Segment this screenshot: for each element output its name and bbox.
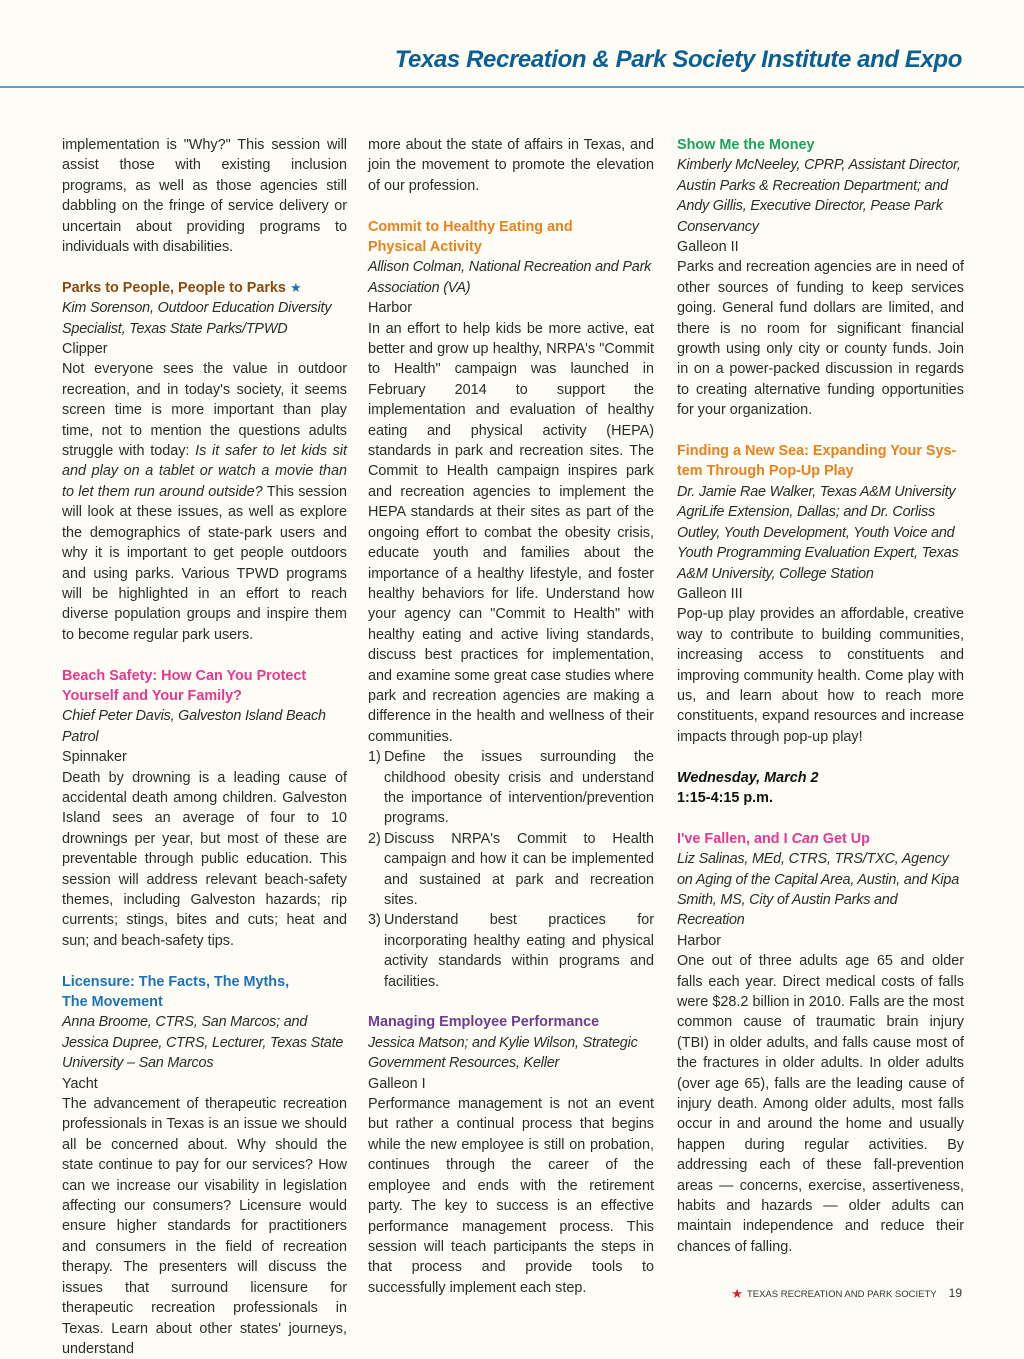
session-title: Beach Safety: How Can You Protect Yourself and Your Family? [62,667,307,704]
page-number: 19 [948,1286,962,1300]
session-room: Clipper [62,341,108,358]
session-presenter: Kimberly McNeeley, CPRP, Assistant Director, Austin Parks & Recreation Department; and Andy Gillis, Executive Director, Pease Park Conservancy [677,157,961,235]
session-room: Galleon III [677,585,743,602]
continued-text: implementation is "Why?" This session will assist those with existing inclusion programs, as well as those agencies still dabbling on the fringe of service delivery or uncertain about providing programs to individuals with disabilities. [62,137,347,256]
list-item: 2) Discuss NRPA's Commit to Health campaign and how it can be implemented and sustained at park and recreation sites. [368,830,654,909]
star-icon: ★ [289,279,302,295]
session-presenter: Kim Sorenson, Outdoor Education Diversity Specialist, Texas State Parks/TPWD [62,300,332,337]
session-body: Pop-up play provides an affordable, creative way to contribute to building communities, increasing access to constituents and improving community health. Come play with us, and learn about how to reach more constituents, expand resources and increase impacts through pop-up play! [677,606,964,745]
schedule-time: 1:15-4:15 p.m. [677,789,773,806]
session-title: Licensure: The Facts, The Myths, The Movement [62,973,290,1011]
list-item: 3) Understand best practices for incorporating healthy eating and physical activity standards within programs and facilities. [368,912,654,990]
star-icon: ★ [731,1286,743,1301]
session-presenter: Anna Broome, CTRS, San Marcos; and Jessica Dupree, CTRS, Lecturer, Texas State University – San Marcos [62,1014,344,1072]
session-title: Commit to Healthy Eating and Physical Activity [368,218,573,256]
session-title: Managing Employee Performance [368,1014,600,1031]
session-presenter: Chief Peter Davis, Galveston Island Beach Patrol [62,708,326,745]
page-header [0,0,1024,88]
session-title: I've Fallen, and I Can Get Up [677,830,870,847]
session-body: Parks and recreation agencies are in need of other sources of funding to keep services going. General fund dollars are limited, and there is no room for significant financial growth using only city or county funds. Join in on a power-packed discussion in regards to creating alternative funding opportunities for your organization. [677,259,964,419]
session-title: Finding a New Sea: Expanding Your Sys- tem Through Pop-Up Play [677,443,957,480]
session-presenter: Dr. Jamie Rae Walker, Texas A&M University AgriLife Extension, Dallas; and Dr. Corliss Outley, Youth Development, Youth Voice and Youth Programming Evaluation Expert, Texas A&M University, College Station [677,483,959,582]
column-2 [368,135,654,1298]
column-3 [677,135,964,1257]
page-footer [731,1286,962,1302]
session-room: Yacht [62,1075,98,1092]
session-title: Show Me the Money [677,137,815,153]
session-body: In an effort to help kids be more active, eat better and grow up healthy, NRPA's "Commit to Health" campaign was launched in February 2014 to support the implementation and evaluation of healthy eating and physical activity (HEPA) standards in park and recreation sites. The Commit to Health campaign inspires park and recreation agencies to implement the HEPA standards at their sites as part of the ongoing effort to combat the obesity crisis, educate youth and families about the importance of a healthy lifestyle, and foster healthy behaviors for life. Understand how your agency can "Commit to Health" with healthy eating and active living standards, discuss best practices for implementation, and examine some great case studies where park and recreation agencies are making a difference in the health and wellness of their communities. [368,320,654,745]
list-item: 1) Define the issues surrounding the childhood obesity crisis and understand the importance of intervention/prevention programs. [368,749,654,827]
session-body: Death by drowning is a leading cause of accidental death among children. Galveston Island sees an average of four to 10 drownings per year, but most of these are preventable through public education. This session will address relevant beach-safety themes, including Galveston hazards; rip currents; stings, bites and cuts; heat and sun; and beach-safety tips. [62,769,347,949]
schedule-day: Wednesday, March 2 [677,769,819,786]
session-body: One out of three adults age 65 and older falls each year. Direct medical costs of falls were $28.2 billion in 2010. Falls are the most common cause of traumatic brain injury (TBI) in older adults, and falls cause most of the fractures in older adults. In older adults (over age 65), falls are the leading cause of injury death. Among older adults, most falls occur in and around the home and usually happen during regular activities. By addressing each of these fall-prevention areas — concerns, exercise, assertiveness, habits and hazards — older adults can maintain independence and reduce their chances of falling. [677,953,964,1255]
session-room: Harbor [677,932,721,949]
session-body: The advancement of therapeutic recreation professionals in Texas is an issue we should all be concerned about. Why should the state continue to pay for our services? How can we increase our visability in legislation affecting our consumers? Licensure would ensure higher standards for practitioners and consumers in the field of recreation therapy. The presenters will discuss the issues that surround licensure for therapeutic recreation professionals in Texas. Learn about other states' journeys, understand [62,1096,347,1357]
session-body: Performance management is not an event but rather a continual process that begins while the new employee is still on probation, continues through the career of the employee and ends with the retirement party. The key to success is an effective performance management process. This session will teach participants the steps in that process and provide tools to successfully implement each step. [368,1096,654,1296]
header-title: Texas Recreation & Park Society Institute and Expo [394,46,962,73]
column-1 [62,135,347,1359]
session-room: Spinnaker [62,749,127,766]
session-title: Parks to People, People to Parks ★ [62,279,302,296]
session-presenter: Jessica Matson; and Kylie Wilson, Strategic Government Resources, Keller [368,1034,638,1072]
session-room: Harbor [368,300,412,317]
session-body: Not everyone sees the value in outdoor recreation, and in today's society, it seems screen time is more important than play time, not to mention the questions adults struggle with today: Is it safer to let kids sit and play on a tablet or watch a movie than to let them run around outside? This session will look at these issues, as well as explore the demographics of state-park users and why it is important to get people outdoors and using parks. Various TPWD programs will be highlighted in an effort to reach diverse population groups and inspire them to become regular park users. [62,361,347,643]
session-room: Galleon II [677,239,739,256]
session-presenter: Liz Salinas, MEd, CTRS, TRS/TXC, Agency on Aging of the Capital Area, Austin, and Kipa Smith, MS, City of Austin Parks and Recreation [677,851,959,929]
continued-text: more about the state of affairs in Texas, and join the movement to promote the elevation of our profession. [368,137,654,194]
session-presenter: Allison Colman, National Recreation and Park Association (VA) [368,259,652,296]
footer-org: TEXAS RECREATION AND PARK SOCIETY [746,1289,937,1300]
session-room: Galleon I [368,1075,426,1092]
